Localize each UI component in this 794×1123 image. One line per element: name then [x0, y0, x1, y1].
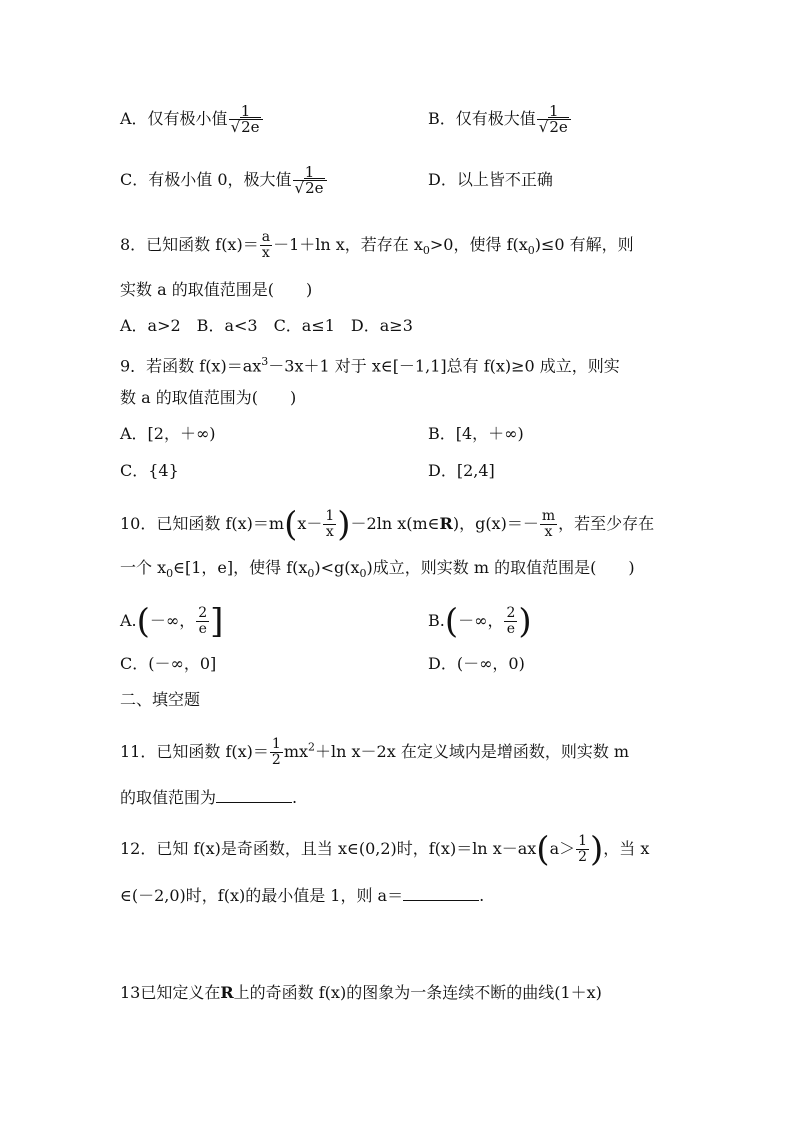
q9-option-a: A．[2，＋∞): [120, 424, 216, 443]
q11-line2: 的取值范围为 .: [120, 788, 298, 807]
q8-line2: 实数 a 的取值范围是( ): [120, 280, 313, 299]
q9-line1: 9．若函数 $f(x)=ax^3-3x+1$ 对于 x∈[－1,1]总有 f(x)≥0 成立，则实: [120, 355, 620, 376]
q10-line2: 一个 $x_0\in[1$，e]，使得 $f(x_0)<g(x_0)$成立，则实数 m 的取值范围是( ): [120, 558, 635, 581]
q11-answer-blank[interactable]: [216, 786, 292, 803]
q9-line2: 数 a 的取值范围为( ): [120, 388, 297, 407]
q12-line2: ∈(－2,0)时，f(x)的最小值是 1，则 a＝ .: [120, 886, 485, 905]
q12-answer-blank[interactable]: [403, 884, 479, 901]
q10-option-d: D．(－∞，0): [428, 654, 525, 673]
q8-line1: 8．已知函数 f(x)＝ $\frac{a}{x}$ －1＋ln x，若存在 $x_0>0$，使得 $f(x_0)\le 0$ 有解，则: [120, 229, 634, 261]
q11-line1: 11．已知函数 f(x)＝ $\frac{1}{2}$ $mx^2+\ln$ x－2x 在定义域内是增函数，则实数 m: [120, 736, 630, 768]
q7-option-b: B．仅有极大值 $\frac{1}{√2e}$: [428, 104, 572, 135]
q10-option-b: B.(－∞， $\frac{2}{e}$ ): [428, 601, 532, 642]
q7-option-c: C．有极小值 0，极大值 $\frac{1}{√2e}$: [120, 165, 328, 196]
q10-line1: 10．已知函数 f(x)＝m(x－ $\frac{1}{x}$ )－2ln x(m∈R)，g(x)＝－ $\frac{m}{x}$ ，若至少存在: [120, 504, 655, 545]
q9-option-d: D．[2,4]: [428, 461, 495, 480]
q10-option-c: C．(－∞，0]: [120, 654, 217, 673]
q7-option-d: D．以上皆不正确: [428, 170, 553, 189]
q8-options: A．a>2 B．a<3 C．a≤1 D．a≥3: [120, 316, 413, 335]
q7-option-a: A．仅有极小值 $\frac{1}{√2e}$: [120, 104, 264, 135]
q9-option-c: C．{4}: [120, 461, 179, 480]
section-heading: 二、填空题: [120, 690, 201, 709]
q12-line1: 12．已知 f(x)是奇函数，且当 x∈(0,2)时，f(x)＝ln x－ax(a＞ $\frac{1}{2}$ )，当 x: [120, 829, 650, 870]
q10-option-a: A.(－∞， $\frac{2}{e}$ ]: [120, 601, 224, 642]
q13-line1: 13已知定义在R上的奇函数 f(x)的图象为一条连续不断的曲线(1＋x): [120, 983, 602, 1002]
q9-option-b: B．[4，＋∞): [428, 424, 524, 443]
